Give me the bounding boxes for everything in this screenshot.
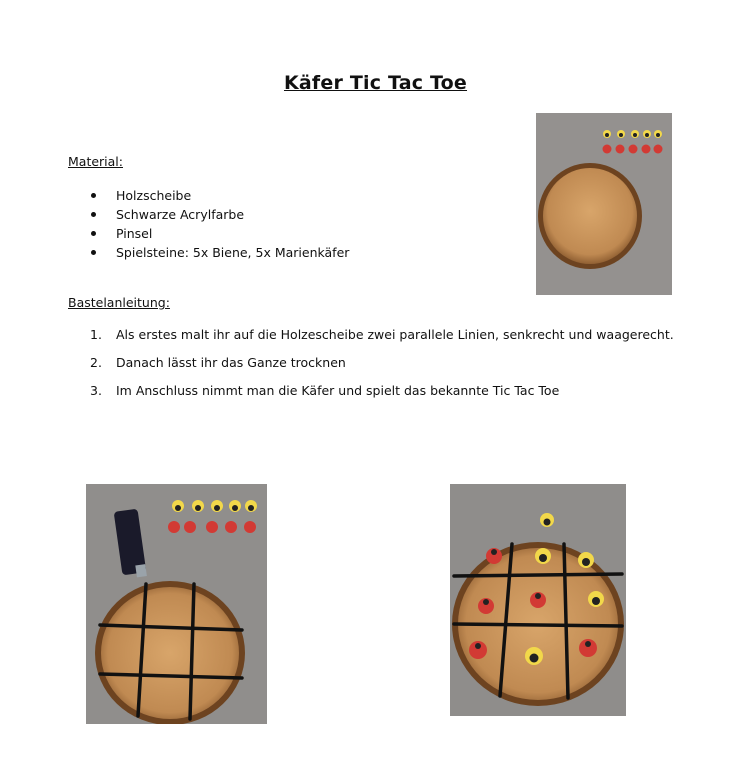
list-item [68,325,674,353]
bullet-icon [91,193,96,198]
list-item [68,243,349,262]
photo-game-in-progress [450,484,626,716]
bullet-icon [91,212,96,217]
photo-painted-grid [86,484,267,724]
instructions-list [68,325,674,409]
step-text: Im Anschluss nimmt man die Käfer und spielt das bekannte Tic Tac Toe [116,383,560,398]
bullet-icon [91,250,96,255]
step-text: Danach lässt ihr das Ganze trocknen [116,355,346,370]
material-label: Holzscheibe [116,188,192,203]
bullet-icon [91,231,96,236]
material-label: Pinsel [116,226,153,241]
list-item [68,186,349,205]
list-item [68,353,674,381]
list-item [68,205,349,224]
photo-disc-with-pieces [536,113,672,295]
material-heading: Material: [68,154,123,169]
step-number: 1. [90,327,102,342]
instructions-heading: Bastelanleitung: [68,295,170,310]
document-title: Käfer Tic Tac Toe [283,72,468,94]
step-number: 2. [90,355,102,370]
material-label: Spielsteine: 5x Biene, 5x Marienkäfer [116,245,350,260]
step-number: 3. [90,383,102,398]
list-item [68,224,349,243]
materials-list [68,186,349,262]
list-item [68,381,674,409]
step-text: Als erstes malt ihr auf die Holzescheibe zwei parallele Linien, senkrecht und waagerecht. [116,327,674,342]
material-label: Schwarze Acrylfarbe [116,207,245,222]
